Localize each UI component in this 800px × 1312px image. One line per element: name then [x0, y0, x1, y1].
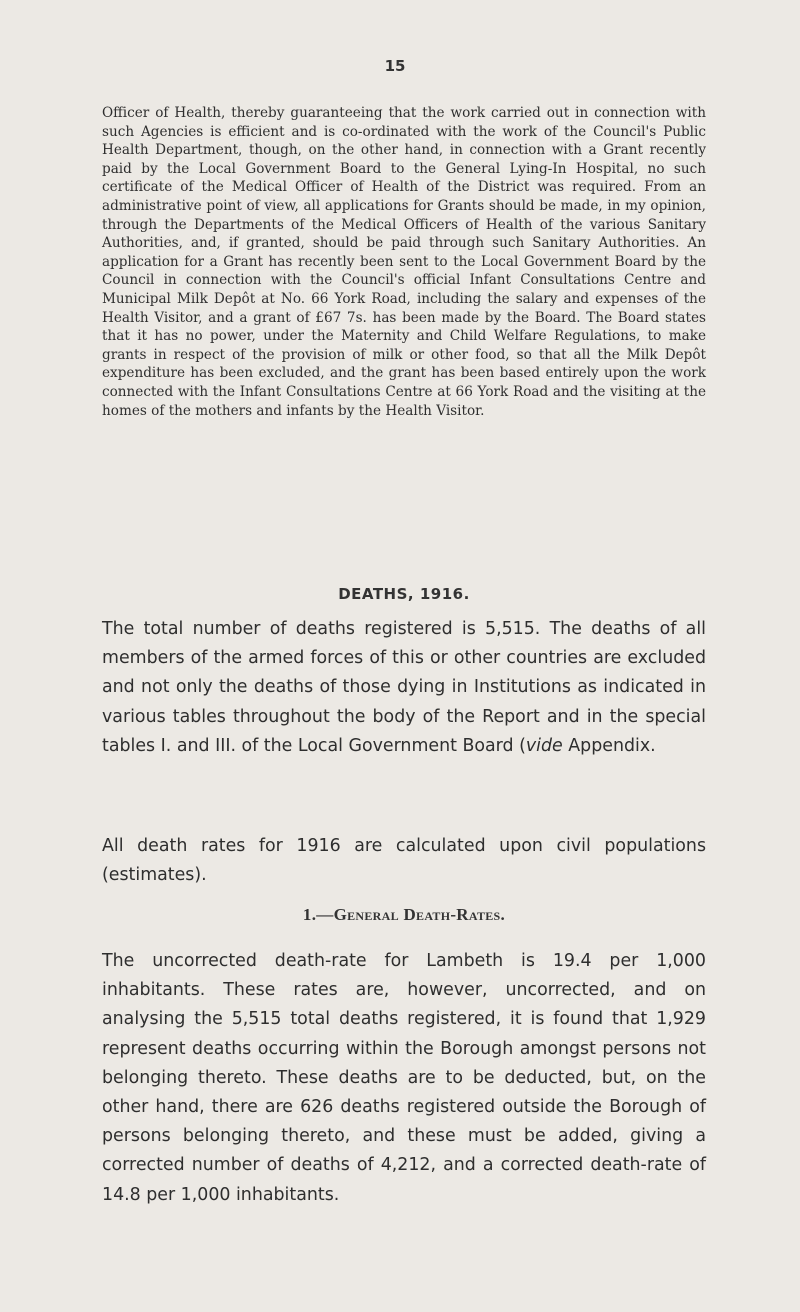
general-death-rates-heading	[0, 905, 800, 925]
deaths-paragraph-1-text: The total number of deaths registered is 5,515. The deaths of all members of the armed forces of this or other countries are excluded and not only the deaths of those dying in Institutions as indicated in various tables throughout the body of the Report and in the special tables I. and III. of the Local Government Board (	[102, 619, 706, 756]
page-number: 15	[384, 57, 406, 75]
deaths-paragraph-2: All death rates for 1916 are calculated upon civil populations (estimates).	[102, 836, 706, 886]
general-death-rates-title: General Death-Rates.	[333, 905, 506, 924]
deaths-paragraph-1	[102, 615, 706, 761]
deaths-paragraph-1-end: Appendix.	[562, 735, 656, 756]
intro-paragraph: Officer of Health, thereby guaranteeing that the work carried out in connection with such Agencies is efficient and is co-ordinated with the work of the Council's Public Health Department, though, on the other hand, in connection with a Grant recently paid by the Local Government Board to the General Lying-In Hospital, no such certificate of the Medical Officer of Health of the District was required. From an administrative point of view, all applications for Grants should be made, in my opinion, through the Departments of the Medical Officers of Health of the various Sanitary Authorities, and, if granted, should be paid through such Sanitary Authorities. An application for a Grant has recently been sent to the Local Government Board by the Council in connection with the Council's official Infant Consultations Centre and Municipal Milk Depôt at No. 66 York Road, including the salary and expenses of the Health Visitor, and a grant of £67 7s. has been made by the Board. The Board states that it has no power, under the Maternity and Child Welfare Regulations, to make grants in respect of the provision of milk or other food, so that all the Milk Depôt expenditure has been excluded, and the grant has been based entirely upon the work connected with the Infant Consultations Centre at 66 York Road and the visiting at the homes of the mothers and infants by the Health Visitor.	[102, 105, 706, 419]
vide-italic: vide	[525, 735, 563, 756]
deaths-section-heading: DEATHS, 1916.	[338, 585, 470, 603]
section-numeral: 1.—	[302, 905, 334, 924]
general-death-rates-paragraph: The uncorrected death-rate for Lambeth is 19.4 per 1,000 inhabitants. These rates are, however, uncorrected, and on analysing the 5,515 total deaths registered, it is found that 1,929 represent deaths occurring within the Borough amongst persons not belonging thereto. These deaths are to be deducted, but, on the other hand, there are 626 deaths registered outside the Borough of persons belonging thereto, and these must be added, giving a corrected number of deaths of 4,212, and a corrected death-rate of 14.8 per 1,000 inhabitants.	[102, 951, 706, 1205]
